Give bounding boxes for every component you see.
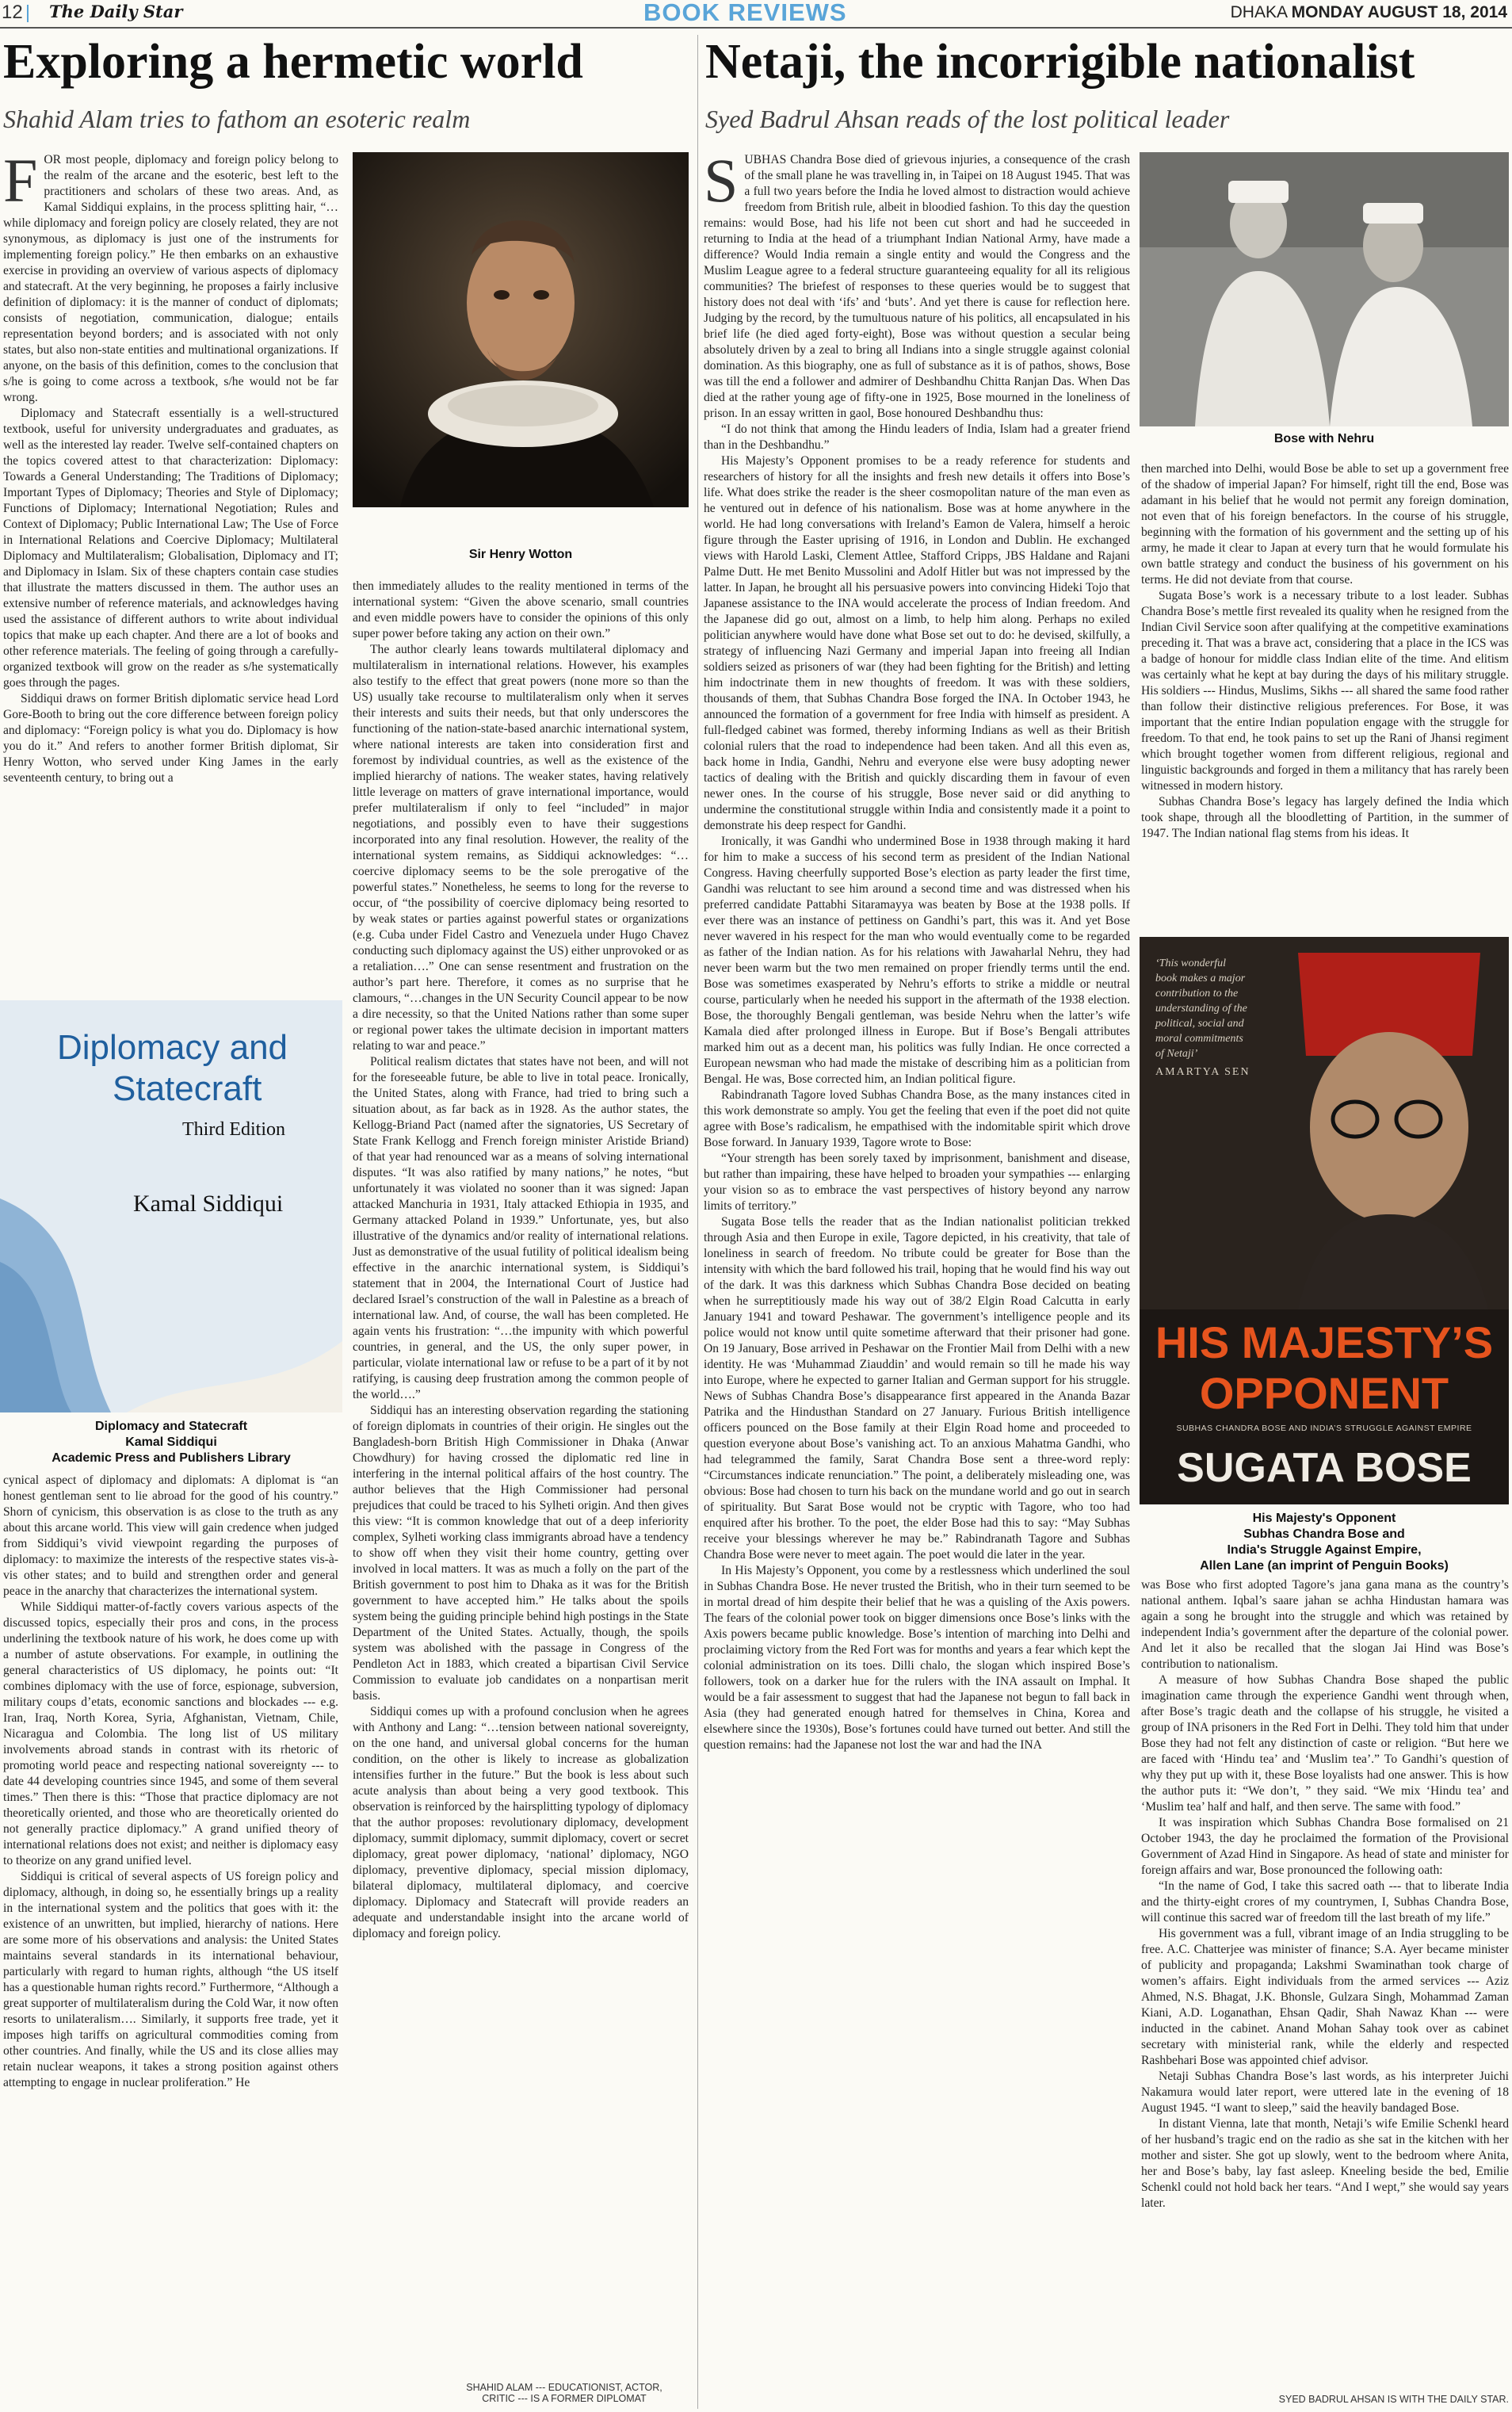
- left-col2-para-4: Siddiqui comes up with a profound conclusion when he agrees with Anthony and Lang: “…tension between national sovereignty, on the one hand, and universal global concerns for the human condition, on the other is likely to increase as globalization intensifies further in the future.” But the book is less about such acute analysis than about being a very good textbook. This observation is reinforced by the hairsplitting typology of diplomacy that the author proposes: revolutionary diplomacy, development diplomacy, summit diplomacy, summit diplomacy, covert or secret diplomacy, great power diplomacy, ‘national’ diplomacy, NGO diplomacy, preventive diplomacy, special mission diplomacy, bilateral diplomacy, multilateral diplomacy, and coercive diplomacy. Diplomacy and Statecraft will provide readers an adequate and understandable insight into the arcane world of diplomacy and foreign policy.: [353, 1705, 689, 1940]
- section-title: BOOK REVIEWS: [643, 0, 847, 26]
- right-col4b-para-1: A measure of how Subhas Chandra Bose shaped the public imagination came through the experience Gandhi went through when, after Bose’s tragic death and the collapse of his struggle, he visited a group of INA prisoners in the Red Fort in Delhi. They told him that under Bose they had not felt any distinction of caste or religion. “But here we are faced with ‘Hindu tea’ and ‘Muslim tea’.” To Gandhi’s question of why they put up with it, these Bose loyalists had one answer. This is how the author puts it: “We don’t, ” they said. “We mix ‘Hindu tea’ and ‘Muslim tea’ half and half, and then serve. The same with food.”: [1141, 1673, 1509, 1814]
- left-col1-para-0-text: OR most people, diplomacy and foreign policy belong to the realm of the arcane and the esoteric, best left to the practitioners and scholars of these two areas. And, as Kamal Siddiqui explains, in the process splitting hair, “…while diplomacy and foreign policy are closely related, they are not synonymous, as diplomacy is just one of the instruments for implementing foreign policy.” He then embarks on an exhaustive exercise in providing an overview of various aspects of diplomacy and statecraft. At the very beginning, he proposes a fairly inclusive definition of diplomacy: it is the manner of conduct of diplomats; consists of negotiation, communication, dialogue; entails representation beyond borders; and is associated with not only states, but also non-state entities and multinational organizations. If anyone, on the basis of this definition, comes to the conclusion that s/he is going to come across a textbook, s/he would not be far wrong.: [3, 153, 338, 404]
- dateline-date: MONDAY AUGUST 18, 2014: [1291, 3, 1507, 21]
- right-book-caption: [1140, 1511, 1509, 1574]
- left-col2-text: [353, 579, 689, 2380]
- masthead: [0, 0, 1512, 29]
- right-col4-top-text: [1141, 461, 1509, 913]
- left-cover-edition: Third Edition: [182, 1119, 285, 1140]
- left-col1b-para-1: While Siddiqui matter-of-factly covers various aspects of the discussed topics, especially their pros and cons, in the process underlining the textbook nature of his work, he does come up with a number of astute observations. For example, in outlining the general characteristics of US diplomacy, he points out: “It combines diplomacy with the use of force, espionage, subversion, military coups d’etats, economic sanctions and blockades --- e.g. Iran, Iraq, North Korea, Syria, Afghanistan, Vietnam, Chile, Nicaragua and Colombia. The long list of US military involvements abroad stands in contrast with its rhetoric of promoting world peace and respecting national sovereignty --- to date 44 developing countries since 1945, and some of them several times.” Then there is this: “Those that practice diplomacy are not theoretically oriented, and those who are theoretically oriented do not generally practice diplomacy.” A grand unified theory of international relations does not exist; and neither is diplomacy easy to theorize on any grand unified level.: [3, 1600, 338, 1867]
- right-col4b-para-6: In distant Vienna, late that month, Netaji’s wife Emilie Schenkl heard of her husband’s tragic end on the radio as she sat in the kitchen with her mother and sister. She got up slowly, went to the bedroom where Anita, her and Bose’s baby, lay fast asleep. Kneeling beside the bed, Emilie Schenkl could not hold back her tears. “And I wept,” she would say years later.: [1141, 2117, 1509, 2210]
- right-book-caption-line1: His Majesty's Opponent: [1252, 1512, 1396, 1525]
- article-divider: [697, 35, 698, 2409]
- right-book-caption-line2: Subhas Chandra Bose and: [1243, 1527, 1405, 1541]
- right-col4t-para-0: then marched into Delhi, would Bose be able to set up a government free of the shadow of imperial Japan? For himself, right till the end, Bose was adamant in his belief that he would not permit any foreign domination, not even that of his foreign benefactors. In the course of his struggle, beginning with the formation of his government and the setting up of his army, he made it clear to Japan at every turn that he would formulate his own battle strategy and conduct the business of his government on his terms. He did not deviate from that course.: [1141, 462, 1509, 587]
- paper-name: The Daily Star: [49, 2, 183, 21]
- dateline-city: DHAKA: [1230, 3, 1287, 21]
- right-col3-para-0-text: UBHAS Chandra Bose died of grievous injuries, a consequence of the crash of the small plane he was travelling in, in Taipei on 18 August 1945. That was a full two years before the India he loved almost to distraction would achieve freedom from British rule, albeit in bloodied fashion. To this day the question remains: would Bose, had his life not been cut short and had he succeeded in returning to India at the head of a triumphant Indian National Army, have made a difference? Would India remain a single entity and would the Congress and the Muslim League agree to a federal structure guaranteeing equality for all its religious communities? The briefest of responses to these queries would be to suggest that history does not deal with ‘ifs’ and ‘buts’. And yet there is cause for reflection here. Judging by the record, by the tumultuous nature of his politics, all encapsulated in his brief life (he died aged forty-eight), Bose was without question a secular being absolutely driven by a zeal to bring all Indians into a single struggle against colonial domination. As this biography, one as full of substance as it is of pathos, shows, Bose was till the end a follower and admirer of Deshbandhu Chitta Ranjan Das. When Das died at the rather young age of fifty-one in 1925, Bose mourned in the loneliness of prison. In an essay written in gaol, Bose honoured Deshbandhu thus:: [704, 153, 1130, 420]
- left-col1b-para-0: cynical aspect of diplomacy and diplomats: A diplomat is “an honest gentleman sent to lie abroad for the good of his country.” Shorn of cynicism, this observation is as close to the truth as any about this arcane world. This view will gain credence when judged from Siddiqui’s vivid viewpoint regarding the purposes of diplomacy: to maximize the interests of the respective states vis-à-vis other states; and to build and strengthen order and general peace in the anarchy that characterizes the international system.: [3, 1474, 338, 1598]
- cover-blurb-line4: understanding of the: [1155, 1003, 1247, 1015]
- right-col4b-para-2: It was inspiration which Subhas Chandra Bose formalised on 21 October 1943, the day he proclaimed the formation of the Provisional Government of Azad Hind in Singapore. As head of state and minister for foreign affairs and war, Bose pronounced the following oath:: [1141, 1816, 1509, 1877]
- right-book-caption-line3: India's Struggle Against Empire,: [1227, 1543, 1422, 1557]
- right-col3-para-3: Ironically, it was Gandhi who undermined Bose in 1938 through making it hard for him to make a success of his second term as president of the Indian National Congress. Having cheerfully supported Bose’s election as party leader the first time, Gandhi was reluctant to see him around a second time and was distressed when his preferred candidate Pattabhi Sitaramayya was beaten by Bose at the 1938 polls. If ever there was an instance of pettiness on Gandhi’s part, this was it. And yet Bose never wavered in his respect for the man who would eventually come to be regarded as father of the Indian nation. As for his relations with Jawaharlal Nehru, they had never been warm but the two men remained on proper friendly terms until the end. Bose was sometimes exasperated by Nehru’s efforts to strike a middle or neutral course, particularly when he needed his support in the aftermath of the 1938 election. Bose, the thoroughly Bengali gentleman, was beside Nehru when the latter’s wife Kamala died after prolonged illness in Europe. But if Bose’s Bengali attributes marked him out as a decent man, his politics was fully Indian. He once corrected a European newsman who had made the mistake of describing him as a politician from Bengal. He was, Bose corrected him, an Indian political figure.: [704, 835, 1130, 1086]
- right-col4b-para-3: “In the name of God, I take this sacred oath --- that to liberate India and the thirty-eight crores of my countrymen, I, Subhas Chandra Bose, will continue this sacred war of freedom till the last breath of my life.”: [1141, 1879, 1509, 1925]
- left-cover-title-line2: Statecraft: [113, 1069, 262, 1108]
- left-headline: Exploring a hermetic world: [3, 35, 583, 89]
- right-col3-para-6: Sugata Bose tells the reader that as the Indian nationalist politician trekked through Asia and then Europe in exile, Tagore depicted, in his creativity, that tale of loneliness in search of freedom. No tribute could be greater for Bose than the intensity with which the bard followed his trail, hoping that he would find his way out of the dark. It was this darkness which Subhas Chandra Bose decided on beating when he surreptitiously made his way out of 38/2 Elgin Road Calcutta in early January 1941 and toward Peshawar. The government’s intelligence people and its police would not know until quite sometime afterward that their prisoner had gone. On 19 January, Bose arrived in Peshawar on the Frontier Mail from Delhi with a new identity. He was ‘Muhammad Ziauddin’ and would remain so till he made his way into Europe, where he expected to garner Italian and German support for his struggle. News of Subhas Chandra Bose’s disappearance first appeared in the Ananda Bazar Patrika and the Hindusthan Standard on 27 January. Furious British intelligence officers pounced on the Bose family at their Elgin Road home and proceeded to question everyone about Bose’s vanishing act. To an anxious Mahatma Gandhi, who had telegrammed the family, Sarat Chandra Bose sent a three-word reply: “Circumstances indicate renunciation.” The point, a deliberately misleading one, was obvious: Bose had chosen to turn his back on the mundane world and go out in search of spirituality. But Sarat Bose would not be cryptic with Tagore, who too had enquired after his brother. To the poet, the elder Bose had this to say: “May Subhas receive your blessings wherever he may be.” Rabindranath Tagore and Subhas Chandra Bose were never to meet again. The poet would die later in the year.: [704, 1215, 1130, 1561]
- masthead-rule: [0, 27, 1512, 29]
- right-headline: Netaji, the incorrigible nationalist: [705, 35, 1415, 89]
- left-byline: [440, 2382, 689, 2404]
- right-col4-bottom-text: [1141, 1577, 1509, 2381]
- left-col1-para-0: [3, 152, 338, 406]
- left-cover-title-line1: Diplomacy and: [57, 1028, 288, 1067]
- right-photo-caption: Bose with Nehru: [1273, 432, 1375, 445]
- left-col1-text: [3, 152, 338, 991]
- right-col3-para-2: His Majesty’s Opponent promises to be a ready reference for students and researchers of history for all the insights and fresh new details it offers into Bose’s life. What does strike the reader is the sheer cosmopolitan nature of the man even as he ventured out in defence of his nationalism. Bose was at home anywhere in the world. He had long conversations with Ireland’s Eamon de Valera, himself a heroic figure through the Easter uprising of 1916, in London and Dublin. He exchanged views with Harold Laski, Clement Attlee, Stafford Cripps, JBS Haldane and Rajani Palme Dutt. He met Benito Mussolini and Adolf Hitler but was not impressed by the latter. In Japan, he brought all his persuasive powers into convincing Hideki Tojo that Japanese assistance to the INA would accelerate the process of Indian freedom. And the Japanese did go out, almost on a limb, to help him along. Perhaps no exiled politician anywhere would have done what Bose set out to do: he devised, skilfully, a strategy of influencing Nazi Germany and imperial Japan into freeing all Indian soldiers seized as prisoners of war (they had been fighting for the British) and letting him indoctrinate them in new thoughts of freedom. It was with these soldiers, thousands of them, that Subhas Chandra Bose forged the INA. In October 1943, he announced the formation of a government for free India with himself as president. A full-fledged cabinet was formed, thereby informing Indians as well as their British colonial rulers that the road to independence had been taken. And all this even as, back home in India, Gandhi, Nehru and everyone else were busy adopting newer tactics of dealing with the British and quickly discarding them in favour of even newer ones. In the course of his struggle, Bose never said or did anything to undermine the constitutional struggle within India and consistently made it a point to demonstrate his deep respect for Gandhi.: [704, 454, 1130, 832]
- left-byline-line1: SHAHID ALAM --- EDUCATIONIST, ACTOR,: [466, 2382, 662, 2393]
- left-book-caption-line3: Academic Press and Publishers Library: [52, 1451, 291, 1465]
- left-cover-title: [57, 1027, 288, 1110]
- cover-blurb-line1: ‘This wonderful: [1155, 958, 1227, 969]
- cover-blurb-author: AMARTYA SEN: [1155, 1066, 1250, 1078]
- left-col2-para-0: then immediately alludes to the reality mentioned in terms of the international system: “Given the above scenario, small countries and even middle powers have to consider the opinions of this only super power before taking any action on their own.”: [353, 579, 689, 640]
- right-top-photo: [1140, 152, 1509, 426]
- right-cover-title: [1140, 1317, 1509, 1419]
- right-cover-subtitle: SUBHAS CHANDRA BOSE AND INDIA’S STRUGGLE AGAINST EMPIRE: [1176, 1424, 1472, 1433]
- right-book-cover: [1140, 937, 1509, 1504]
- cover-blurb-line6: moral commitments: [1155, 1033, 1243, 1045]
- right-col3-para-4: Rabindranath Tagore loved Subhas Chandra Bose, as the many instances cited in this work demonstrate so amply. You get the feeling that even if the poet did not quite agree with Bose’s radicalism, he empathised with the indomitable spirit which drove Bose forward. In January 1939, Tagore wrote to Bose:: [704, 1088, 1130, 1149]
- cover-title-line2: OPPONENT: [1199, 1368, 1449, 1418]
- left-col2-para-1: The author clearly leans towards multilateral diplomacy and multilateralism in international relations. However, his examples also testify to the effect that great powers (none more so than the US) usually take recourse to multilateralism only when it serves their interests and suits their needs, but that only underscores the functioning of the nation-state-based anarchic international system, where national interests are taken into consideration first and foremost by individual countries, as well as the existence of the implied hierarchy of nations. The weaker states, having relatively little leverage on matters of grave international importance, would prefer multilateralism if only to feel “included” in major negotiations, and possibly even to have their suggestions incorporated into any final resolution. However, the reality of the international system remains, as Siddiqui acknowledges: “…coercive diplomacy seems to be the sole prerogative of the powerful states.” Nonetheless, he seems to long for the reverse to occur, of “the possibility of coercive diplomacy being resorted to by weak states or parties against powerful states or organizations (e.g. Cuba under Fidel Castro and Venezuela under Hugo Chavez conducting such diplomacy against the US) either unprovoked or as a retaliation….” One can sense resentment and frustration on the author’s part here. Therefore, it comes as no surprise that he clamours, “…changes in the UN Security Council appear to be now a dire necessity, so that the United Nations rather than some super or regional power takes the ultimate decision in important matters relating to war and peace.”: [353, 643, 689, 1053]
- cover-blurb-line5: political, social and: [1155, 1018, 1244, 1030]
- right-col4b-para-4: His government was a full, vibrant image of an India struggling to be free. A.C. Chatterjee was minister of finance; S.A. Ayer became minister of publicity and propaganda; Lakshmi Swaminathan took charge of women’s affairs. Eight individuals from the armed services --- Aziz Ahmed, N.S. Bhagat, J.K. Bhonsle, Gulzara Singh, Mohammad Zaman Kiani, A.D. Loganathan, Ehsan Qadir, Shah Nawaz Khan --- were inducted in the cabinet. Anand Mohan Sahay took over as cabinet secretary with ministerial rank, while the elderly and respected Rashbehari Bose was appointed chief advisor.: [1141, 1927, 1509, 2067]
- masthead-separator: [27, 5, 29, 22]
- left-book-caption-line1: Diplomacy and Statecraft: [94, 1420, 248, 1433]
- cover-blurb-line3: contribution to the: [1155, 988, 1239, 1000]
- right-col3-text: [704, 152, 1130, 2408]
- right-col4b-para-0: was Bose who first adopted Tagore’s jana gana mana as the country’s national anthem. Iqbal’s saare jahan se achha Hindustan hamara was again a song he brought into the struggle and which was retained by independent India’s government after the departure of the colonial power. And let it also be recalled that the slogan Jai Hind was Bose’s contribution to nationalism.: [1141, 1578, 1509, 1671]
- left-col1-para-2: Siddiqui draws on former British diplomatic service head Lord Gore-Booth to bring out the core difference between foreign policy and diplomacy: “Foreign policy is what you do. Diplomacy is how you do it.” And refers to another former British diplomat, Sir Henry Wotton, who served under King James in the early seventeenth century, to bring out a: [3, 692, 338, 785]
- right-cover-author: SUGATA BOSE: [1177, 1445, 1472, 1491]
- page-number: 12: [2, 2, 23, 23]
- right-col3-para-7: In His Majesty’s Opponent, you come by a restlessness which underlined the soul in Subhas Chandra Bose. He never trusted the British, who in their turn seemed to be in mortal dread of him despite their belief that he was a quisling of the Axis powers. The fears of the colonial power took on bigger dimensions once Bose’s links with the Axis powers became public knowledge. Bose’s intention of marching into Delhi and proclaiming victory from the Red Fort was for months and years a fear which kept the colonial administration on its toes. Dilli chalo, the slogan which inspired Bose’s followers, took on a darker hue for the rulers with the INA assault on Imphal. It would be a fair assessment to suggest that had the Japanese not begun to fall back in Asia (they had generated enough hatred for themselves in China, Korea and elsewhere since the 1930s), Bose’s fortunes could have turned out better. And still the question remains: had the Japanese not lost the war and had the INA: [704, 1564, 1130, 1752]
- left-portrait-caption: Sir Henry Wotton: [468, 548, 573, 561]
- right-subhead: Syed Badrul Ahsan reads of the lost political leader: [705, 105, 1230, 133]
- right-cover-blurb: [1155, 956, 1306, 1080]
- right-col3-para-1: “I do not think that among the Hindu leaders of India, Islam had a greater friend than in the Deshbandhu.”: [704, 422, 1130, 452]
- cover-title-line1: HIS MAJESTY’S: [1155, 1317, 1494, 1367]
- left-book-caption: [0, 1419, 342, 1466]
- left-portrait-photo: [353, 152, 689, 507]
- left-col2-para-2: Political realism dictates that states have not been, and will not for the foreseeable future, be able to live in total peace. Ironically, the United States, along with France, had tried to bring such a situation about, as far back as in 1928. As the author states, the Kellogg-Briand Pact (named after the signatories, US Secretary of State Frank Kellogg and French foreign minister Aristide Briand) of that year had renounced war as a means of solving international disputes. “It was also ratified by many nations,” he notes, “but unfortunately it was violated no sooner than it was signed: Japan attacked Manchuria in 1931, Italy attacked Ethiopia in 1935, and Germany attacked Poland in 1939.” Unfortunate, yes, but also illustrative of the dynamics and/or reality of international relations. Just as demonstrative of the usual futility of political idealism being effective in the anarchic international system, is Siddiqui’s statement that in 2004, the International Court of Justice had declared Israel’s construction of the wall in Palestine as a breach of international law. And, of course, the wall has been completed. He again vents his frustration: “…the impunity with which powerful countries, in general, and the US, the only super power, in particular, violate international law or refuse to be a part of it by not ratifying, is causing deep frustration among the common people of the world….”: [353, 1055, 689, 1401]
- right-col4t-para-1: Sugata Bose’s work is a necessary tribute to a lost leader. Subhas Chandra Bose’s mettle first revealed its quality when he resigned from the Indian Civil Service soon after qualifying at the competitive examinations preceding it. That was a brave act, considering that a place in the ICS was a badge of honour for middle class Indian elite of the time. And elitism was certainly what he kept at bay during the days of his military struggle. His soldiers --- Hindus, Muslims, Sikhs --- all shared the same food rather than follow their distinctive religious preferences. For Bose, it was important that the entire Indian population engage with the struggle for freedom. To that end, he took pains to set up the Rani of Jhansi regiment which brought together women from different religious, regional and linguistic backgrounds and forged in them a militancy that has rarely been witnessed in modern history.: [1141, 589, 1509, 793]
- right-dropcap: S: [704, 152, 739, 215]
- left-subhead: Shahid Alam tries to fathom an esoteric realm: [3, 105, 471, 133]
- left-book-cover: [0, 1000, 342, 1412]
- left-col1-bottom-text: [3, 1473, 338, 2408]
- portrait-illustration: [353, 152, 689, 507]
- left-col2-para-3: Siddiqui has an interesting observation regarding the stationing of foreign diplomats in countries of their origin. He singles out the Bangladesh-born British High Commissioner in Dhaka (Anwar Chowdhury) for having crossed the diplomatic red line in interfering in the internal political affairs of the host country. The author believes that the High Commissioner had personal prejudices that could be traced to his Sylheti origin. And then gives this view: “It is common knowledge that out of a deep inferiority complex, Sylheti working class immigrants abroad have a tendency to show off when they visit their home country, getting over involved in local matters. It was as much a folly on the part of the British government to post him to Dhaka as it was for the British government to have accepted him.” He talks about the spoils system being the guiding principle behind high postings in the State Department of the United States. Actually, though, the spoils system was abolished with the passage in Congress of the Pendleton Act in 1883, which created a bipartisan Civil Service Commission to evaluate job candidates on a nonpartisan merit basis.: [353, 1404, 689, 1703]
- cover-blurb-line7: of Netaji’: [1155, 1048, 1198, 1060]
- right-col3-para-0: [704, 152, 1130, 422]
- right-book-caption-line4: Allen Lane (an imprint of Penguin Books): [1200, 1559, 1449, 1573]
- right-col3-para-5: “Your strength has been sorely taxed by imprisonment, banishment and disease, but rather than impairing, these have helped to broaden your sympathies --- enlarging your vision so as to embrace the vast perspectives of history beyond any narrow limits of territory.”: [704, 1152, 1130, 1213]
- left-col1b-para-2: Siddiqui is critical of several aspects of US foreign policy and diplomacy, although, in doing so, he essentially brings up a reality in the international system and the politics that goes with it: the existence of an unwritten, but implied, hierarchy of nations. Here are some more of his observations and analysis: the United States maintains several standards in its international behaviour, particularly with regard to human rights, although “the US itself has a questionable human rights record.” Furthermore, “Although a great supporter of multilateralism during the Cold War, it now often resorts to unilateralism…. Similarly, it supports free trade, yet it imposes high tariffs on agricultural commodities coming from other countries. And finally, while the US and its close allies may retain nuclear weapons, it takes a strong position against others attempting to engage in nuclear proliferation.” He: [3, 1870, 338, 2089]
- left-dropcap: F: [3, 152, 38, 215]
- bose-nehru-illustration: [1140, 152, 1509, 426]
- left-byline-line2: CRITIC --- IS A FORMER DIPLOMAT: [482, 2393, 647, 2404]
- left-cover-author: Kamal Siddiqui: [133, 1191, 284, 1217]
- right-col4b-para-5: Netaji Subhas Chandra Bose’s last words, as his interpreter Juichi Nakamura would later report, were uttered late in the evening of 18 August 1945. “I want to sleep,” said the heavily bandaged Bose.: [1141, 2070, 1509, 2115]
- left-col1-para-1: Diplomacy and Statecraft essentially is a well-structured textbook, useful for university undergraduates and graduates, as well as the interested lay reader. Twelve self-contained chapters on the topics covered attest to that characterization: Diplomacy: Towards a General Understanding; The Traditions of Diplomacy; Important Types of Diplomacy; Theories and Style of Diplomacy; Functions of Diplomacy; International Negotiation; Rules and Context of Diplomacy; Public International Law; The Use of Force in International Relations and Coercive Diplomacy; Multilateral Diplomacy and Multilateralism; Globalisation, Diplomacy and IT; and Diplomacy in Islam. Six of these chapters contain case studies that illustrate the matters discussed in them. The author uses an extensive number of reference materials, and acknowledges having used the assistance of different authors to write about individual topics that make up each chapter. And there are a lot of books and other reference materials. The feeling of going through a carefully-organized textbook will grow on the reader as s/he systematically goes through the pages.: [3, 407, 338, 690]
- dateline: [1231, 3, 1507, 22]
- cover-blurb-line2: book makes a major: [1155, 973, 1246, 984]
- right-byline: SYED BADRUL AHSAN IS WITH THE DAILY STAR.: [1278, 2394, 1509, 2405]
- left-book-caption-line2: Kamal Siddiqui: [125, 1435, 217, 1449]
- right-col4t-para-2: Subhas Chandra Bose’s legacy has largely defined the India which took shape, through all the bloodletting of Partition, in the summer of 1947. The Indian national flag stems from his ideas. It: [1141, 795, 1509, 840]
